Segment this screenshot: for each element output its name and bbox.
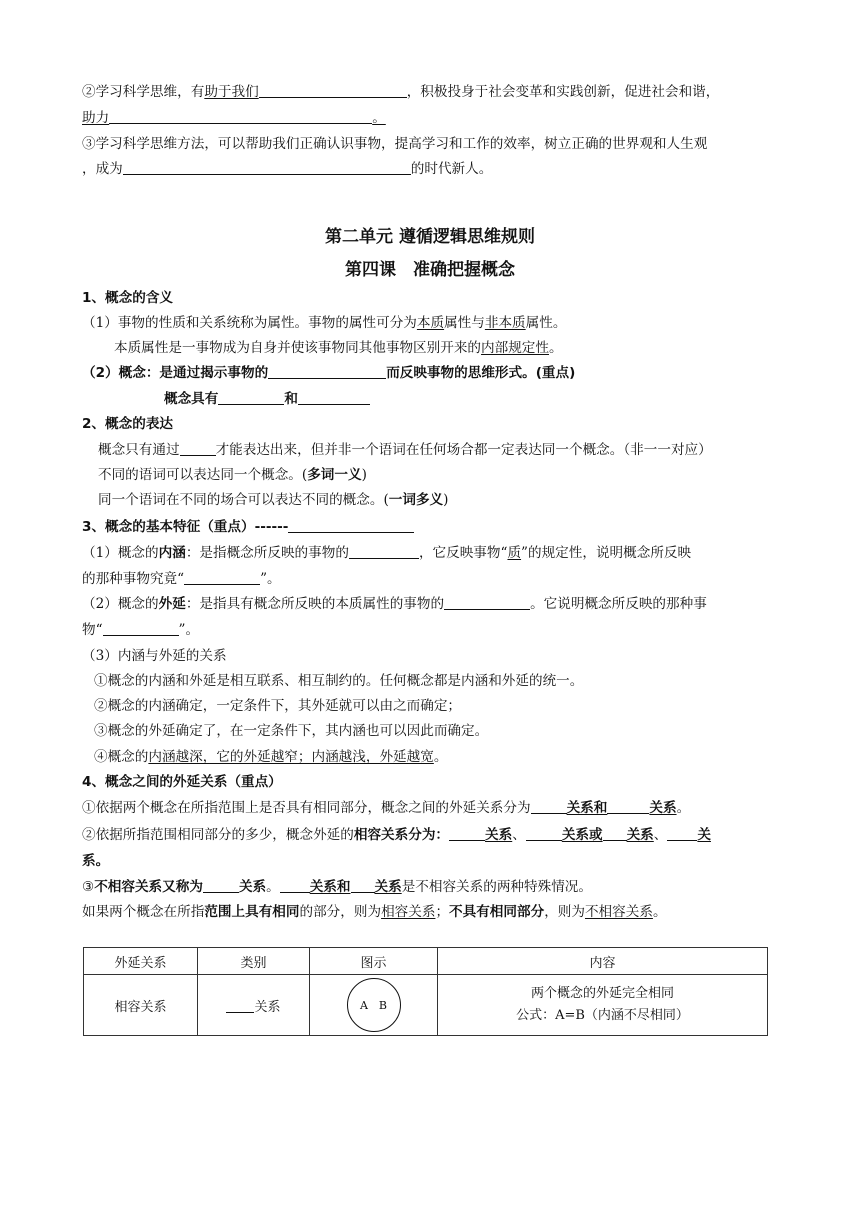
p1-line1: ②学习科学思维，有助于我们 ，积极投身于社会变革和实践创新，促进社会和谐， <box>82 84 720 100</box>
unit-heading: 第二单元 遵循逻辑思维规则 <box>325 227 535 247</box>
s3-line8: ③概念的外延确定了，在一定条件下，其内涵也可以因此而确定。 <box>94 723 489 739</box>
blank[interactable] <box>109 108 372 124</box>
blank[interactable] <box>226 997 254 1013</box>
extension-relation-table <box>83 947 768 1036</box>
s2-line2: 不同的语词可以表达同一个概念。(多词一义) <box>98 467 367 483</box>
blank[interactable] <box>526 825 562 841</box>
s3-line4: 物“ ”。 <box>82 622 200 638</box>
blank[interactable] <box>180 440 216 456</box>
table-header-cell: 类别 <box>198 948 310 975</box>
blank[interactable] <box>259 82 407 98</box>
section-3-title: 3、概念的基本特征（重点）------ <box>82 517 414 537</box>
blank[interactable] <box>123 159 411 175</box>
s3-line6: ①概念的内涵和外延是相互联系、相互制约的。任何概念都是内涵和外延的统一。 <box>94 673 584 689</box>
p1-line4: ，成为 的时代新人。 <box>82 161 493 177</box>
s3-line1: （1）概念的内涵：是指概念所反映的事物的 ，它反映事物“质”的规定性，说明概念所反映 <box>82 545 692 561</box>
s3-line5: （3）内涵与外延的关系 <box>82 648 227 664</box>
blank[interactable] <box>607 798 649 814</box>
blank[interactable] <box>444 594 530 610</box>
content-line: 公式：A=B（内涵不尽相同） <box>516 1008 689 1023</box>
s1-line1: （1）事物的性质和关系统称为属性。事物的属性可分为本质属性与非本质属性。 <box>82 315 567 331</box>
s3-line9: ④概念的内涵越深，它的外延越窄；内涵越浅，外延越宽。 <box>94 749 448 765</box>
s4-line4: ③不相容关系又称为 关系。 关系和 关系是不相容关系的两种特殊情况。 <box>82 879 592 895</box>
blank[interactable] <box>531 798 567 814</box>
s1-line2: 本质属性是一事物成为自身并使该事物同其他事物区别开来的内部规定性。 <box>114 340 563 356</box>
s3-line3: （2）概念的外延：是指具有概念所反映的本质属性的事物的 。它说明概念所反映的那种事 <box>82 596 707 612</box>
table-row <box>84 975 768 1036</box>
section-4-title: 4、概念之间的外延关系（重点） <box>82 774 282 790</box>
content-cell <box>438 975 768 1036</box>
blank[interactable] <box>349 543 419 559</box>
blank[interactable] <box>203 877 239 893</box>
s4-line1: ①依据两个概念在所指范围上是否具有相同部分，概念之间的外延关系分为 关系和 关系。 <box>82 800 691 816</box>
blank[interactable] <box>449 825 485 841</box>
blank[interactable] <box>218 389 284 405</box>
diagram-cell <box>310 975 438 1036</box>
table-header-cell: 内容 <box>438 948 768 975</box>
s3-line2: 的那种事物究竟“ ”。 <box>82 571 281 587</box>
s3-line7: ②概念的内涵确定，一定条件下，其外延就可以由之而确定； <box>94 698 462 714</box>
p1-line3: ③学习科学思维方法，可以帮助我们正确认识事物，提高学习和工作的效率，树立正确的世界观和人生观 <box>82 136 708 152</box>
s4-line5: 如果两个概念在所指范围上具有相同的部分，则为相容关系；不具有相同部分，则为不相容关系。 <box>82 904 667 920</box>
table-header-cell: 外延关系 <box>84 948 198 975</box>
blank[interactable] <box>288 517 414 533</box>
lesson-heading: 第四课 准确把握概念 <box>345 260 515 280</box>
section-2-title: 2、概念的表达 <box>82 416 174 432</box>
s1-line4: 概念具有 和 <box>164 389 370 409</box>
blank[interactable] <box>298 389 370 405</box>
s2-line3: 同一个语词在不同的场合可以表达不同的概念。(一词多义) <box>98 492 449 508</box>
blank[interactable] <box>667 825 697 841</box>
relation-cell: 相容关系 <box>84 975 198 1036</box>
blank[interactable] <box>184 569 260 585</box>
s2-line1: 概念只有通过 才能表达出来，但并非一个语词在任何场合都一定表达同一个概念。（非一一对应） <box>98 442 712 458</box>
s1-line3: （2）概念：是通过揭示事物的 而反映事物的思维形式。(重点) <box>82 365 576 381</box>
s4-line2: ②依据所指范围相同部分的多少，概念外延的相容关系分为： 关系、 关系或 关系、 关 <box>82 827 711 843</box>
section-1-title: 1、概念的含义 <box>82 290 174 306</box>
blank[interactable] <box>351 877 375 893</box>
blank[interactable] <box>268 363 386 379</box>
table-header-row <box>84 948 768 975</box>
table-header-cell: 图示 <box>310 948 438 975</box>
blank[interactable] <box>103 620 179 636</box>
p1-line2: 助力 。 <box>82 110 386 126</box>
blank[interactable] <box>280 877 310 893</box>
identity-circle-diagram: A B <box>347 978 401 1032</box>
category-cell: 关系 <box>198 975 310 1036</box>
s4-line3: 系。 <box>82 853 110 869</box>
blank[interactable] <box>603 825 627 841</box>
content-line: 两个概念的外延完全相同 <box>530 986 674 1001</box>
